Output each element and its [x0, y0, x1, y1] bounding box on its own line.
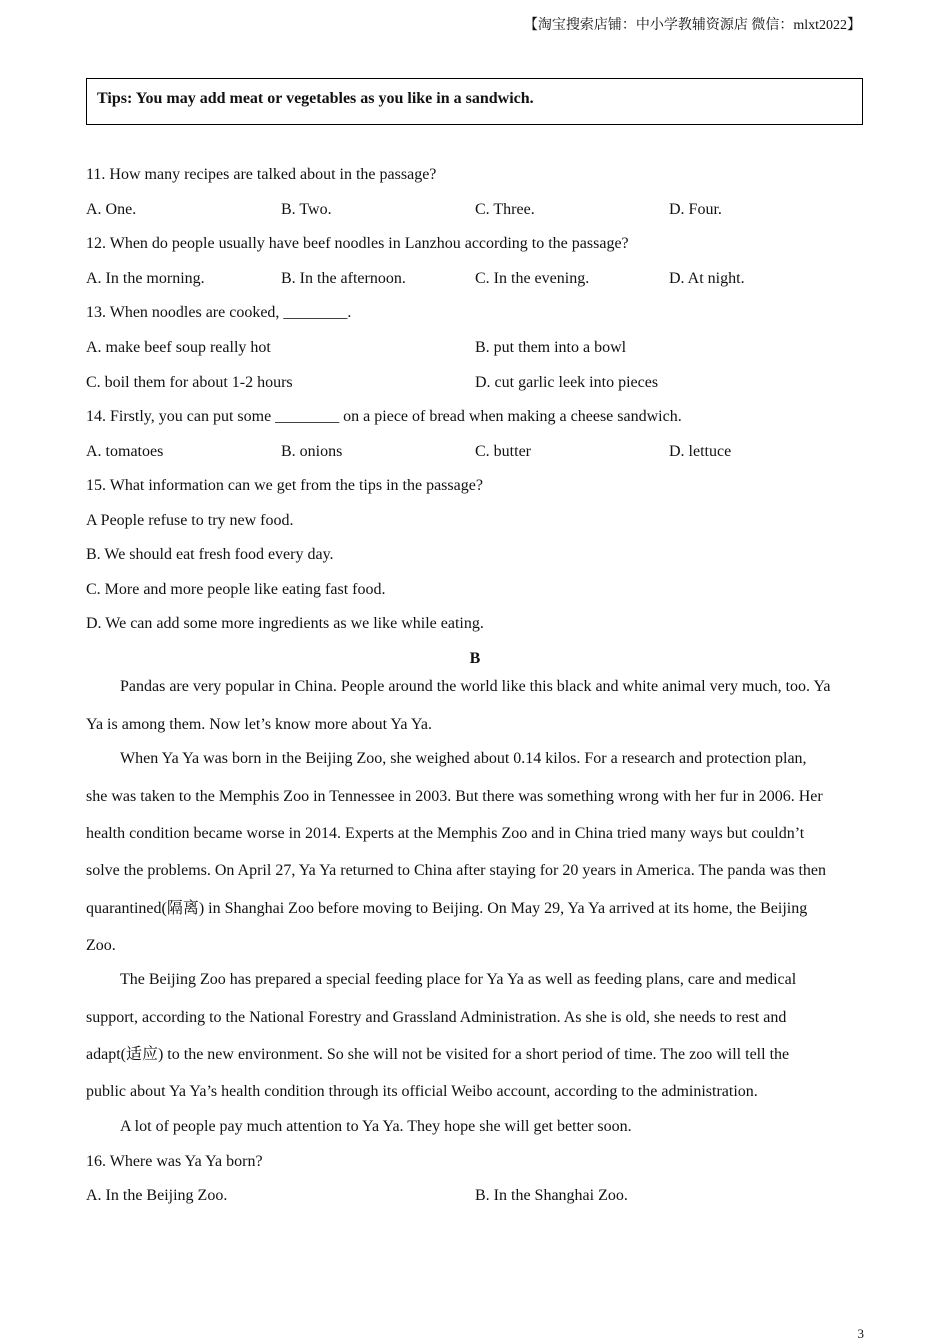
q12-option-b: B. In the afternoon. — [281, 270, 406, 287]
tips-box — [86, 78, 863, 125]
passage-line: support, according to the National Forestry and Grassland Administration. As she is old, she needs to rest and — [86, 1009, 787, 1026]
section-heading-b: B — [469, 650, 481, 667]
q14-option-d: D. lettuce — [669, 443, 732, 460]
question-14: 14. Firstly, you can put some ________ on a piece of bread when making a cheese sandwich. — [86, 408, 682, 425]
q12-option-c: C. In the evening. — [475, 270, 590, 287]
question-13: 13. When noodles are cooked, ________. — [86, 304, 352, 321]
question-12: 12. When do people usually have beef noodles in Lanzhou according to the passage? — [86, 235, 629, 252]
passage-line: Pandas are very popular in China. People around the world like this black and white animal very much, too. Ya — [120, 678, 831, 695]
question-16: 16. Where was Ya Ya born? — [86, 1153, 263, 1170]
passage-line: quarantined(隔离) in Shanghai Zoo before moving to Beijing. On May 29, Ya Ya arrived at its home, the Beijing — [86, 900, 808, 917]
question-11: 11. How many recipes are talked about in the passage? — [86, 166, 437, 183]
q15-option-d: D. We can add some more ingredients as we like while eating. — [86, 615, 484, 632]
q11-option-d: D. Four. — [669, 201, 722, 218]
q11-option-a: A. One. — [86, 201, 137, 218]
q15-option-c: C. More and more people like eating fast food. — [86, 581, 386, 598]
page-header: 【淘宝搜索店铺：中小学教辅资源店 微信：mlxt2022】 — [523, 18, 861, 33]
q13-option-b: B. put them into a bowl — [475, 339, 627, 356]
q13-option-a: A. make beef soup really hot — [86, 339, 271, 356]
tips-text: Tips: You may add meat or vegetables as you like in a sandwich. — [97, 90, 534, 107]
q13-option-d: D. cut garlic leek into pieces — [475, 374, 659, 391]
q15-option-a: A People refuse to try new food. — [86, 512, 294, 529]
passage-line: she was taken to the Memphis Zoo in Tennessee in 2003. But there was something wrong with her fur in 2006. Her — [86, 788, 823, 805]
page-number: 3 — [857, 1326, 864, 1341]
passage-line: health condition became worse in 2014. Experts at the Memphis Zoo and in China tried many ways but couldn’t — [86, 825, 805, 842]
passage-line: When Ya Ya was born in the Beijing Zoo, she weighed about 0.14 kilos. For a research and protection plan, — [120, 750, 807, 767]
question-15: 15. What information can we get from the tips in the passage? — [86, 477, 483, 494]
q11-option-c: C. Three. — [475, 201, 535, 218]
q16-option-b: B. In the Shanghai Zoo. — [475, 1187, 628, 1204]
q14-option-c: C. butter — [475, 443, 531, 460]
q12-option-a: A. In the morning. — [86, 270, 205, 287]
passage-line: The Beijing Zoo has prepared a special feeding place for Ya Ya as well as feeding plans, care and medical — [120, 971, 797, 988]
q15-option-b: B. We should eat fresh food every day. — [86, 546, 334, 563]
passage-line: solve the problems. On April 27, Ya Ya returned to China after staying for 20 years in America. The panda was then — [86, 862, 826, 879]
passage-line: Zoo. — [86, 937, 116, 954]
passage-line: public about Ya Ya’s health condition through its official Weibo account, according to the administration. — [86, 1083, 758, 1100]
q13-option-c: C. boil them for about 1-2 hours — [86, 374, 293, 391]
q14-option-a: A. tomatoes — [86, 443, 164, 460]
passage-line: adapt(适应) to the new environment. So she will not be visited for a short period of time. The zoo will tell the — [86, 1046, 790, 1063]
passage-line: Ya is among them. Now let’s know more about Ya Ya. — [86, 716, 432, 733]
q14-option-b: B. onions — [281, 443, 343, 460]
q16-option-a: A. In the Beijing Zoo. — [86, 1187, 228, 1204]
q12-option-d: D. At night. — [669, 270, 745, 287]
passage-line: A lot of people pay much attention to Ya Ya. They hope she will get better soon. — [120, 1118, 632, 1135]
q11-option-b: B. Two. — [281, 201, 332, 218]
